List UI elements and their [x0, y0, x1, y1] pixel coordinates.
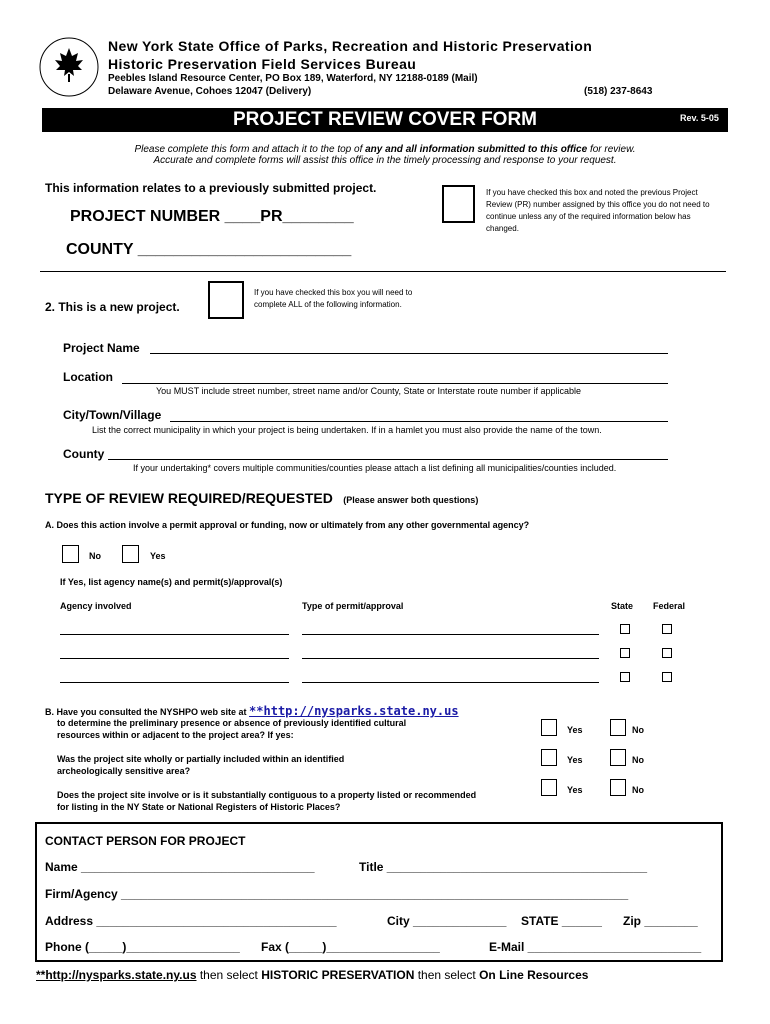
agency-list-prompt: If Yes, list agency name(s) and permit(s)/approval(s): [60, 577, 283, 587]
agency-name: New York State Office of Parks, Recreation and Historic Preservation: [108, 38, 593, 54]
question-c-yes-label: Yes: [567, 755, 583, 765]
contact-zip-field[interactable]: Zip ________: [623, 914, 698, 928]
project-name-input[interactable]: [150, 353, 668, 354]
city-hint: List the correct municipality in which your project is being undertaken. If in a hamlet you must also provide the name of the town.: [92, 425, 602, 435]
project-name-label: Project Name: [63, 341, 140, 355]
contact-state-field[interactable]: STATE ______: [521, 914, 602, 928]
federal-checkbox-3[interactable]: [662, 672, 672, 682]
footer-note: **http://nysparks.state.ny.us then select HISTORIC PRESERVATION then select On Line Resources: [36, 968, 589, 982]
instructions: Please complete this form and attach it to the top of any and all information submitted to this office for review. Accurate and complete forms will assist this office in the timely processing and response to your request.: [134, 144, 636, 166]
contact-email-field[interactable]: E-Mail __________________________: [489, 940, 702, 954]
question-c-line2: archeologically sensitive area?: [57, 766, 191, 776]
contact-section: [35, 822, 723, 962]
delivery-address: Delaware Avenue, Cohoes 12047 (Delivery): [108, 86, 312, 97]
new-project-heading: 2. This is a new project.: [45, 300, 180, 314]
question-a-yes-label: Yes: [150, 551, 166, 561]
contact-title-field[interactable]: Title _______________________________________: [359, 860, 648, 874]
mail-address: Peebles Island Resource Center, PO Box 189, Waterford, NY 12188-0189 (Mail): [108, 73, 478, 84]
contact-firm-field[interactable]: Firm/Agency ____________________________________________________________________________: [45, 887, 629, 901]
permit-input-2[interactable]: [302, 658, 599, 659]
question-b-line2: to determine the preliminary presence or absence of previously identified cultural: [57, 718, 407, 728]
question-b-line3: resources within or adjacent to the project area? If yes:: [57, 730, 294, 740]
federal-checkbox-1[interactable]: [662, 624, 672, 634]
federal-checkbox-2[interactable]: [662, 648, 672, 658]
col-state-header: State: [611, 601, 634, 611]
section-divider-1: [40, 271, 726, 272]
form-title-bar: [42, 108, 728, 132]
question-b-no-checkbox[interactable]: [610, 719, 626, 736]
question-c-yes-checkbox[interactable]: [541, 749, 557, 766]
question-b-yes-label: Yes: [567, 725, 583, 735]
question-b-line1: B. Have you consulted the NYSHPO web site at **http://nysparks.state.ny.us: [45, 704, 459, 718]
nys-parks-seal: [38, 36, 100, 98]
contact-fax-field[interactable]: Fax (_____)_________________: [261, 940, 440, 954]
contact-name-field[interactable]: Name ___________________________________: [45, 860, 315, 874]
county-label: County: [63, 447, 105, 461]
question-a-no-label: No: [89, 551, 101, 561]
question-a: A. Does this action involve a permit approval or funding, now or ultimately from any other governmental agency?: [45, 520, 530, 530]
question-b-no-label: No: [632, 725, 644, 735]
contact-phone-field[interactable]: Phone (_____)_________________: [45, 940, 240, 954]
office-phone: (518) 237-8643: [584, 86, 653, 97]
location-hint: You MUST include street number, street name and/or County, State or Interstate route number if applicable: [156, 386, 582, 396]
contact-address-field[interactable]: Address ____________________________________: [45, 914, 337, 928]
form-title: PROJECT REVIEW COVER FORM: [232, 109, 538, 130]
review-heading-row: [45, 490, 478, 508]
county-hint: If your undertaking* covers multiple communities/counties please attach a list defining all municipalities/counties included.: [133, 463, 617, 473]
previous-county-field[interactable]: COUNTY ________________________: [66, 241, 352, 258]
question-c-no-checkbox[interactable]: [610, 749, 626, 766]
question-d-yes-label: Yes: [567, 785, 583, 795]
review-heading: TYPE OF REVIEW REQUIRED/REQUESTED: [45, 490, 333, 506]
nyshpo-link[interactable]: **http://nysparks.state.ny.us: [249, 704, 459, 718]
agency-input-2[interactable]: [60, 658, 289, 659]
previous-project-note: If you have checked this box and noted the previous Project Review (PR) number assigned by this office you do not need to continue unless any of the required information below has changed.: [486, 188, 710, 233]
footer-link[interactable]: **http://nysparks.state.ny.us: [36, 968, 197, 982]
agency-input-3[interactable]: [60, 682, 289, 683]
city-input[interactable]: [170, 421, 668, 422]
col-type-header: Type of permit/approval: [302, 601, 404, 611]
question-d-no-checkbox[interactable]: [610, 779, 626, 796]
location-input[interactable]: [122, 383, 668, 384]
question-d-line1: Does the project site involve or is it substantially contiguous to a property listed or recommended: [57, 790, 477, 800]
contact-heading: CONTACT PERSON FOR PROJECT: [45, 834, 246, 848]
question-b-yes-checkbox[interactable]: [541, 719, 557, 736]
question-a-yes-checkbox[interactable]: [122, 545, 139, 563]
previous-project-checkbox[interactable]: [442, 185, 475, 223]
new-project-checkbox[interactable]: [208, 281, 244, 319]
agency-input-1[interactable]: [60, 634, 289, 635]
form-revision: Rev. 5-05: [680, 113, 719, 123]
state-checkbox-1[interactable]: [620, 624, 630, 634]
question-a-no-checkbox[interactable]: [62, 545, 79, 563]
question-c-no-label: No: [632, 755, 644, 765]
new-project-note: If you have checked this box you will need to complete ALL of the following information.: [254, 288, 413, 309]
question-d-no-label: No: [632, 785, 644, 795]
project-number-field[interactable]: PROJECT NUMBER ____PR________: [70, 208, 354, 225]
col-agency-header: Agency involved: [60, 601, 132, 611]
state-checkbox-3[interactable]: [620, 672, 630, 682]
bureau-name: Historic Preservation Field Services Bureau: [108, 56, 417, 72]
permit-input-3[interactable]: [302, 682, 599, 683]
permit-input-1[interactable]: [302, 634, 599, 635]
county-input[interactable]: [108, 459, 668, 460]
state-checkbox-2[interactable]: [620, 648, 630, 658]
question-d-yes-checkbox[interactable]: [541, 779, 557, 796]
previous-project-heading: This information relates to a previously submitted project.: [45, 181, 377, 195]
review-heading-note: (Please answer both questions): [343, 495, 479, 505]
question-d-line2: for listing in the NY State or National Registers of Historic Places?: [57, 802, 341, 812]
question-c-line1: Was the project site wholly or partially included within an identified: [57, 754, 345, 764]
contact-city-field[interactable]: City ______________: [387, 914, 507, 928]
city-label: City/Town/Village: [63, 408, 162, 422]
col-federal-header: Federal: [653, 601, 686, 611]
location-label: Location: [63, 370, 113, 384]
